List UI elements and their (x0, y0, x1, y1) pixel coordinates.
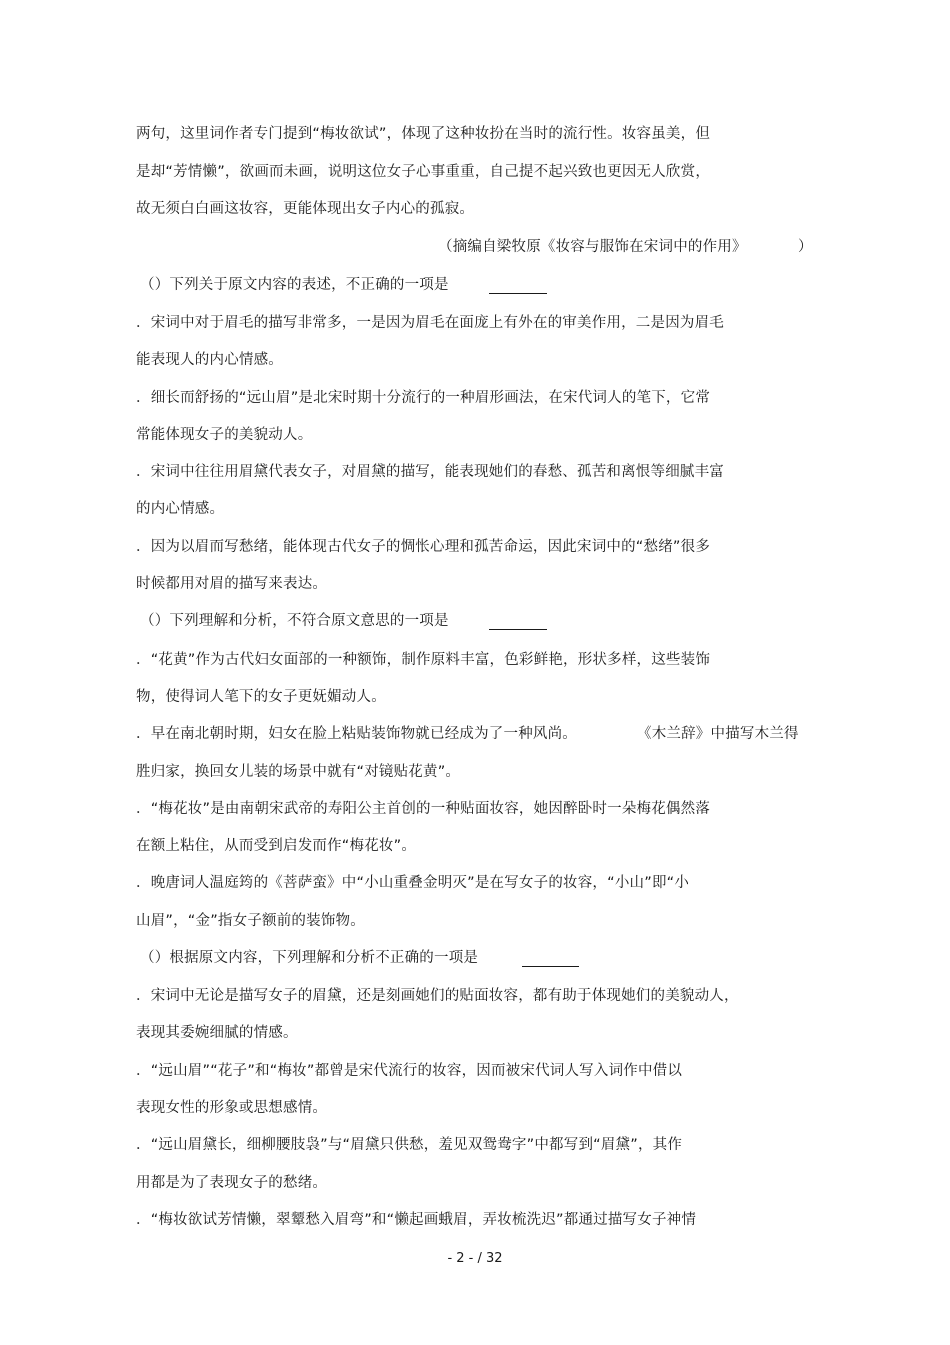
q2-option-a-line-1: ．“花黄”作为古代妇女面部的一种额饰，制作原料丰富，色彩鲜艳，形状多样，这些装饰 (136, 652, 711, 668)
q3-option-c-line-1: ．“远山眉黛长，细柳腰肢袅”与“眉黛只供愁，羞见双鸳鸯字”中都写到“眉黛”，其作 (136, 1137, 683, 1153)
passage-line-2: 是却“芳情懒”，欲画而未画，说明这位女子心事重重，自己提不起兴致也更因无人欣赏， (136, 164, 711, 180)
question-3-answer-blank[interactable] (522, 966, 579, 967)
passage-line-1: 两句，这里词作者专门提到“梅妆欲试”，体现了这种妆扮在当时的流行性。妆容虽美，但 (136, 126, 711, 142)
q2-option-a-line-2: 物，使得词人笔下的女子更妩媚动人。 (136, 689, 386, 705)
source-citation-close: ） (798, 239, 813, 255)
source-citation: （摘编自梁牧原《妆容与服饰在宋词中的作用》 (438, 239, 747, 255)
q2-option-b-line-1-tail: 《木兰辞》中描写木兰得 (637, 726, 799, 742)
question-3-stem: （）根据原文内容，下列理解和分析不正确的一项是 (140, 950, 479, 966)
q3-option-c-line-2: 用都是为了表现女子的愁绪。 (136, 1175, 328, 1191)
q2-option-b-line-1: ．早在南北朝时期，妇女在脸上粘贴装饰物就已经成为了一种风尚。 (136, 726, 577, 742)
q3-option-a-line-1: ．宋词中无论是描写女子的眉黛，还是刻画她们的贴面妆容，都有助于体现她们的美貌动人， (136, 988, 739, 1004)
question-1-answer-blank[interactable] (489, 293, 547, 294)
page-number: - 2 - / 32 (447, 1251, 503, 1266)
question-2-stem: （）下列理解和分析，不符合原文意思的一项是 (140, 613, 449, 629)
question-2-answer-blank[interactable] (489, 629, 547, 630)
q1-option-b-line-1: ．细长而舒扬的“远山眉”是北宋时期十分流行的一种眉形画法，在宋代词人的笔下，它常 (136, 390, 711, 406)
q2-option-b-line-2: 胜归家，换回女儿装的场景中就有“对镜贴花黄”。 (136, 764, 461, 780)
q1-option-a-line-1: ．宋词中对于眉毛的描写非常多，一是因为眉毛在面庞上有外在的审美作用，二是因为眉毛 (136, 315, 724, 331)
q1-option-d-line-2: 时候都用对眉的描写来表达。 (136, 576, 328, 592)
q1-option-d-line-1: ．因为以眉而写愁绪，能体现古代女子的惆怅心理和孤苦命运，因此宋词中的“愁绪”很多 (136, 539, 711, 555)
q2-option-d-line-2: 山眉”，“金”指女子额前的装饰物。 (136, 913, 365, 929)
q2-option-c-line-2: 在额上粘住，从而受到启发而作“梅花妆”。 (136, 838, 417, 854)
question-1-stem: （）下列关于原文内容的表述，不正确的一项是 (140, 277, 449, 293)
q3-option-b-line-1: ．“远山眉”“花子”和“梅妆”都曾是宋代流行的妆容，因而被宋代词人写入词作中借以 (136, 1063, 683, 1079)
q3-option-a-line-2: 表现其委婉细腻的情感。 (136, 1025, 298, 1041)
q1-option-c-line-1: ．宋词中往往用眉黛代表女子，对眉黛的描写，能表现她们的春愁、孤苦和离恨等细腻丰富 (136, 464, 724, 480)
q2-option-d-line-1: ．晚唐词人温庭筠的《菩萨蛮》中“小山重叠金明灭”是在写女子的妆容，“小山”即“小 (136, 875, 690, 891)
q3-option-d-line-1: ．“梅妆欲试芳情懒，翠颦愁入眉弯”和“懒起画蛾眉，弄妆梳洗迟”都通过描写女子神情 (136, 1212, 697, 1228)
q3-option-b-line-2: 表现女性的形象或思想感情。 (136, 1100, 328, 1116)
q1-option-a-line-2: 能表现人的内心情感。 (136, 352, 283, 368)
q1-option-c-line-2: 的内心情感。 (136, 501, 225, 517)
q2-option-c-line-1: ．“梅花妆”是由南朝宋武帝的寿阳公主首创的一种贴面妆容，她因醉卧时一朵梅花偶然落 (136, 801, 711, 817)
q1-option-b-line-2: 常能体现女子的美貌动人。 (136, 427, 313, 443)
passage-line-3: 故无须白白画这妆容，更能体现出女子内心的孤寂。 (136, 201, 475, 217)
